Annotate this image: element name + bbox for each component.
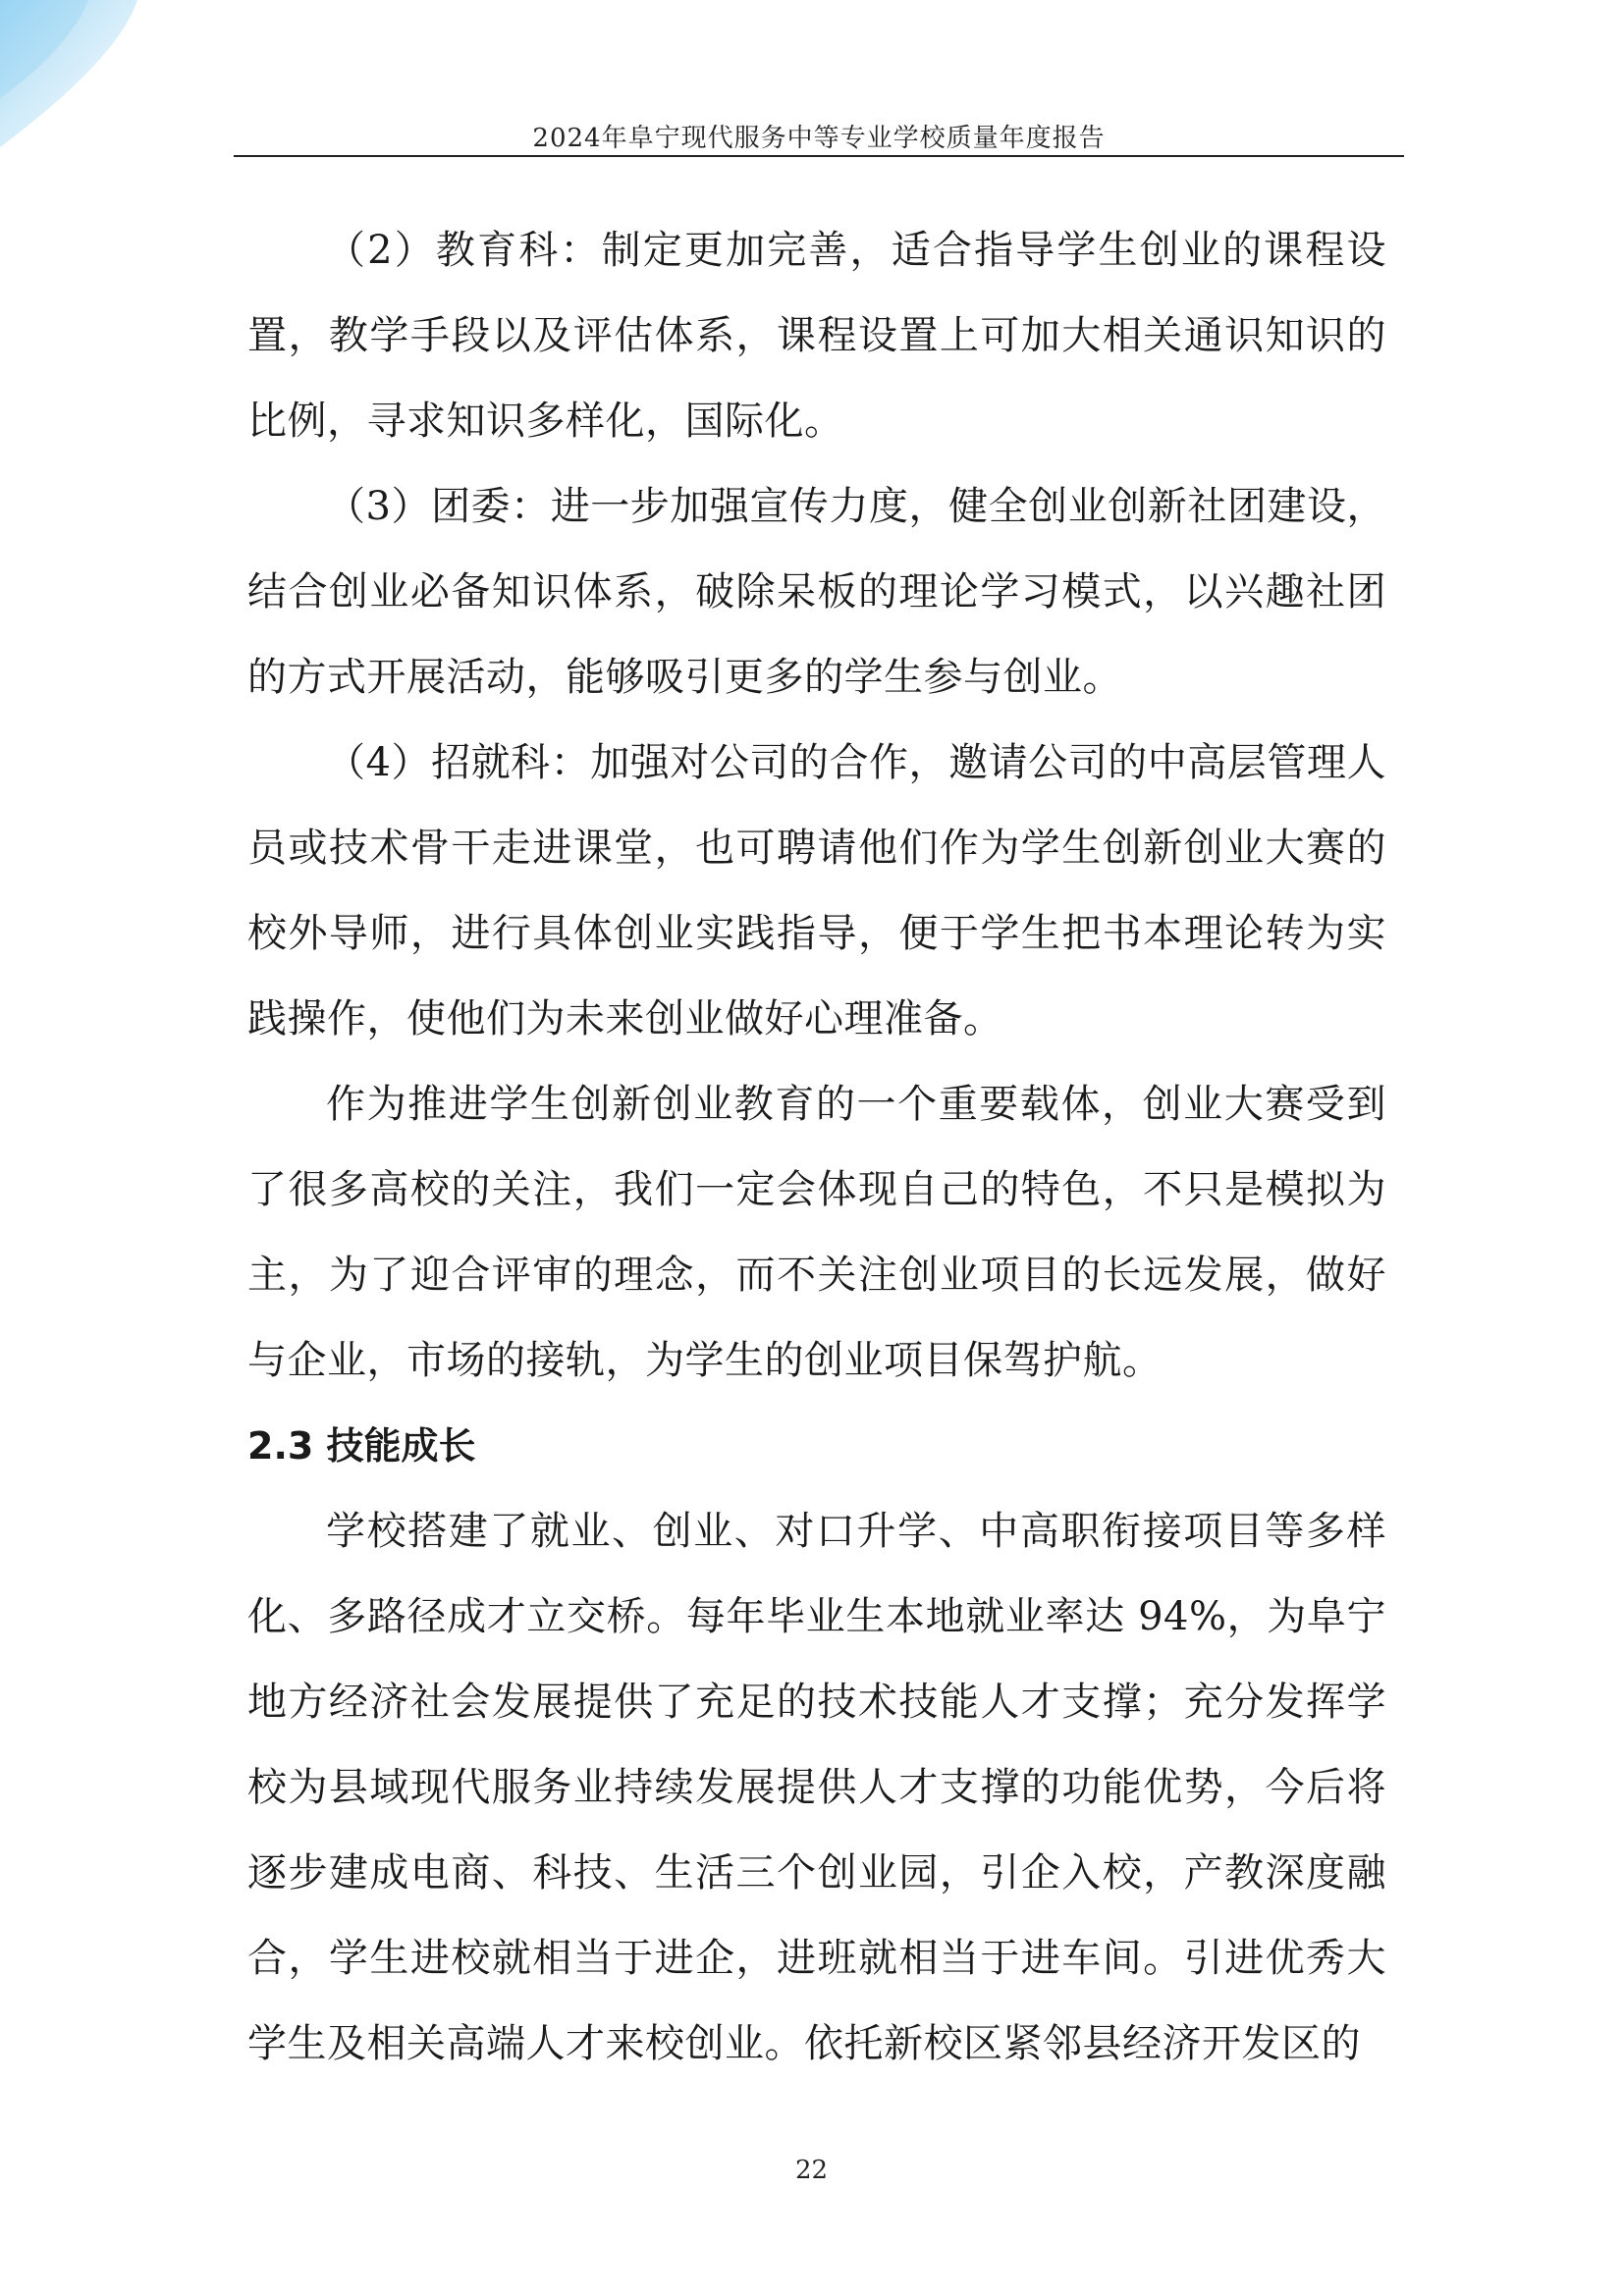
- corner-decoration: [0, 0, 147, 157]
- running-header: 2024年阜宁现代服务中等专业学校质量年度报告: [532, 124, 1106, 153]
- header-rule: [234, 155, 1404, 157]
- section-title: 2.3 技能成长: [247, 1424, 476, 1468]
- page-number: 22: [794, 2156, 829, 2185]
- paragraph-competition: 作为推进学生创新创业教育的一个重要载体，创业大赛受到了很多高校的关注，我们一定会体现自己的特色，不只是模拟为主，为了迎合评审的理念，而不关注创业项目的长远发展，做好与企业，市场的接轨，为学生的创业项目保驾护航。: [247, 1082, 1386, 1383]
- paragraph-skill-growth: 学校搭建了就业、创业、对口升学、中高职衔接项目等多样化、多路径成才立交桥。每年毕业生本地就业率达 94%，为阜宁地方经济社会发展提供了充足的技术技能人才支撑；充分发挥学校为县域现代服务业持续发展提供人才支撑的功能优势，今后将逐步建成电商、科技、生活三个创业园，引企入校，产教深度融合，学生进校就相当于进企，进班就相当于进车间。引进优秀大学生及相关高端人才来校创业。依托新校区紧邻县经济开发区的: [247, 1509, 1386, 2066]
- paragraph-youth-league: （3）团委：进一步加强宣传力度，健全创业创新社团建设，结合创业必备知识体系，破除呆板的理论学习模式，以兴趣社团的方式开展活动，能够吸引更多的学生参与创业。: [247, 484, 1386, 700]
- page-body: [247, 208, 1386, 2087]
- paragraph-employment-dept: （4）招就科：加强对公司的合作，邀请公司的中高层管理人员或技术骨干走进课堂，也可聘请他们作为学生创新创业大赛的校外导师，进行具体创业实践指导，便于学生把书本理论转为实践操作，使他们为未来创业做好心理准备。: [247, 740, 1386, 1041]
- paragraph-education-dept: （2）教育科：制定更加完善，适合指导学生创业的课程设置，教学手段以及评估体系，课程设置上可加大相关通识知识的比例，寻求知识多样化，国际化。: [247, 228, 1386, 444]
